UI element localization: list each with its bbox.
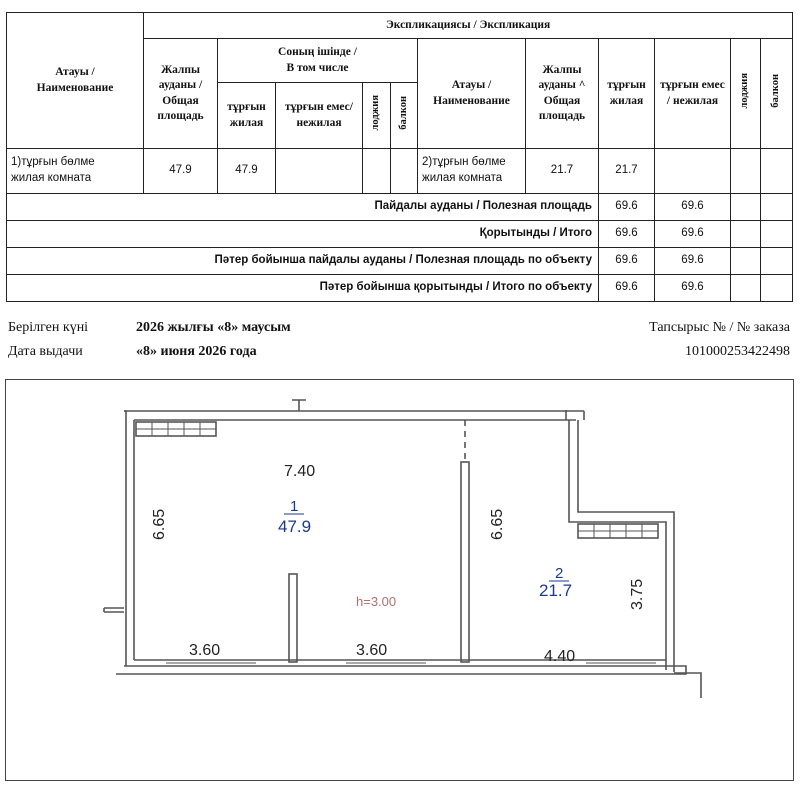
row2-total: 21.7 [526,149,599,193]
room2-area: 21.7 [539,581,573,600]
total-area-header-2: Жалпы ауданы ^ Общая площадь [526,39,599,149]
issue-label-kz: Берілген күні [8,320,89,335]
floor-plan [5,379,794,781]
summary-useful-label: Пайдалы ауданы / Полезная площадь [7,193,599,220]
summary-useful-living: 69.6 [655,193,731,220]
room2-number: 2 [555,565,564,582]
summary-object-useful-label: Пәтер бойынша пайдалы ауданы / Полезная площадь по объекту [7,247,599,274]
dim-bottom-1: 3.60 [189,642,221,659]
living-header-2: тұрғын жилая [599,39,655,149]
dim-left-side: 6.65 [151,508,168,540]
row2-living: 21.7 [599,149,655,193]
summary-object-useful-living: 69.6 [655,247,731,274]
floor-plan-drawing [6,380,792,779]
partition-wall [461,462,469,662]
issue-date-ru: «8» июня 2026 года [136,344,257,359]
right-wall [578,420,674,672]
name-header: Атауы / Наименование [7,13,144,149]
order-number: 101000253422498 [685,344,790,359]
summary-useful-total: 69.6 [599,193,655,220]
ceiling-height: h=3.00 [356,594,397,609]
issue-date-kz: 2026 жылғы «8» маусым [136,320,291,335]
summary-object-total-label: Пәтер бойынша қорытынды / Итого по объекту [7,274,599,301]
summary-total-living: 69.6 [655,220,731,247]
dim-bottom-2: 3.60 [356,642,388,659]
row1-name: 1)тұрғын бөлме жилая комната [7,149,144,193]
room1-area: 47.9 [278,517,312,536]
summary-object-useful-total: 69.6 [599,247,655,274]
order-label: Тапсырыс № / № заказа [649,320,790,335]
row1-living: 47.9 [218,149,276,193]
loggia-header: лоджия [363,83,391,149]
living-header: тұрғын жилая [218,83,276,149]
summary-total-label: Қорытынды / Итого [7,220,599,247]
bottom-wall [116,666,686,674]
row1-total: 47.9 [144,149,218,193]
dim-right-short: 3.75 [629,578,646,610]
nonliving-header: тұрғын емес/ нежилая [276,83,363,149]
nonliving-header-2: тұрғын емес / нежилая [655,39,731,149]
row2-name: 2)тұрғын бөлме жилая комната [418,149,526,193]
dim-bottom-3: 4.40 [544,648,576,665]
explication-table [6,12,793,302]
summary-object-total-living: 69.6 [655,274,731,301]
summary-object-total-total: 69.6 [599,274,655,301]
summary-total-total: 69.6 [599,220,655,247]
total-area-header: Жалпы ауданы / Общая площадь [144,39,218,149]
room1-number: 1 [290,498,299,515]
name-header-2: Атауы / Наименование [418,39,526,149]
right-wall-inner [569,420,666,670]
left-wall [124,411,126,666]
including-header: Соның ішінде / В том числе [218,39,418,83]
stub-wall [289,574,297,662]
balcony-header: балкон [391,83,418,149]
balcony-header-2: балкон [761,39,793,149]
issue-label-ru: Дата выдачи [8,344,83,359]
loggia-header-2: лоджия [731,39,761,149]
dim-top-left: 7.40 [284,463,316,480]
dim-mid-side: 6.65 [489,508,506,540]
table-title: Экспликациясы / Экспликация [144,13,793,39]
